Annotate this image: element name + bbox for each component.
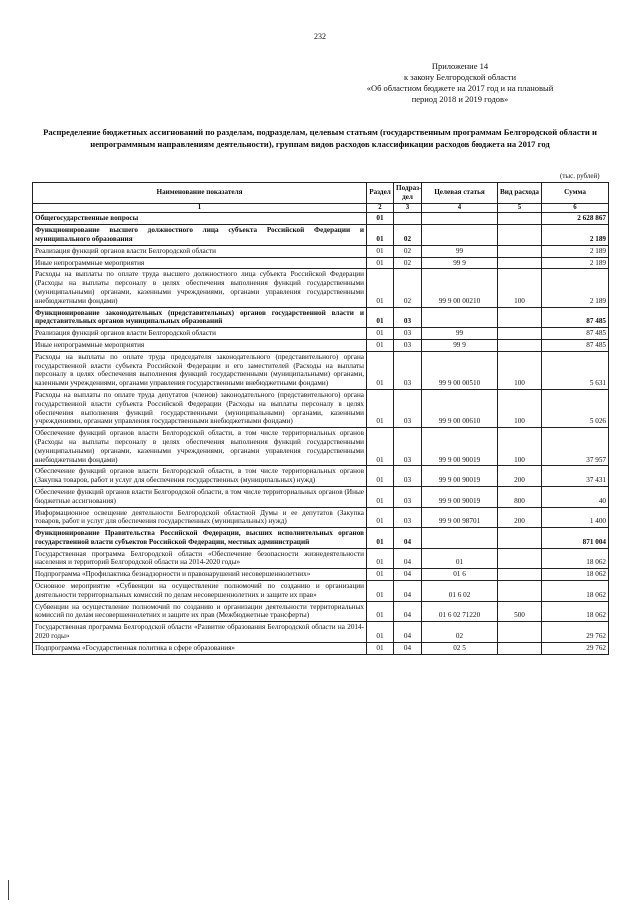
- row-name: Обеспечение функций органов власти Белгородской области, в том числе территориальных органов (Иные бюджетные ассигнования): [33, 486, 367, 507]
- row-name: Основное мероприятие «Субвенции на осуществление полномочий по созданию и организации деятельности территориальных комиссий по делам несовершеннолетних и защите их прав»: [33, 581, 367, 602]
- row-type: [498, 257, 542, 269]
- table-row: [33, 245, 609, 257]
- row-section: 01: [367, 569, 394, 581]
- row-name: Функционирование высшего должностного лица субъекта Российской Федерации и муниципального образования: [33, 225, 367, 246]
- row-sum: 87 485: [542, 339, 609, 351]
- table-row: [33, 642, 609, 654]
- header-subsection: Подраз-дел: [394, 183, 422, 204]
- row-subsection: [394, 213, 422, 225]
- row-subsection: 04: [394, 601, 422, 622]
- row-name: Функционирование законодательных (представительных) органов государственной власти и представительных органов муниципальных образований: [33, 307, 367, 328]
- page-number: 232: [314, 32, 326, 41]
- row-sum: 87 485: [542, 328, 609, 340]
- row-type: [498, 622, 542, 643]
- row-section: 01: [367, 257, 394, 269]
- row-target: 01 6 02 71220: [422, 601, 498, 622]
- row-type: [498, 642, 542, 654]
- row-subsection: 03: [394, 389, 422, 427]
- row-sum: 37 957: [542, 428, 609, 466]
- row-target: 02 5: [422, 642, 498, 654]
- row-sum: 2 189: [542, 257, 609, 269]
- appendix-line: период 2018 и 2019 годов»: [411, 94, 509, 104]
- column-number: 2: [367, 203, 394, 213]
- document-title: Распределение бюджетных ассигнований по разделам, подразделам, целевым статьям (государственным программам Белгородской области и непрограммным направлениям деятельности), группам видов расходов классификации расходов бюджета на 2017 год: [43, 127, 597, 149]
- row-name: Обеспечение функций органов власти Белгородской области, в том числе территориальных органов (Закупка товаров, работ и услуг для обеспечения государственных (муниципальных) нужд): [33, 466, 367, 487]
- row-type: [498, 339, 542, 351]
- row-target: 99 9 00 98701: [422, 507, 498, 528]
- row-subsection: 03: [394, 351, 422, 389]
- row-target: 99 9: [422, 339, 498, 351]
- row-sum: 18 062: [542, 581, 609, 602]
- table-row: [33, 548, 609, 569]
- row-name: Расходы на выплаты по оплате труда высшего должностного лица субъекта Российской Федерации (Расходы на выплаты персоналу в целях обеспечения выполнения функций государственными (муниципальными) органами, казенными учреждениями, органами управления государственными внебюджетными фондами): [33, 269, 367, 307]
- table-row: [33, 225, 609, 246]
- row-target: 02: [422, 622, 498, 643]
- row-sum: 1 400: [542, 507, 609, 528]
- row-subsection: 03: [394, 307, 422, 328]
- row-section: 01: [367, 466, 394, 487]
- row-name: Реализация функций органов власти Белгородской области: [33, 245, 367, 257]
- row-target: 99 9 00 90019: [422, 428, 498, 466]
- row-section: 01: [367, 428, 394, 466]
- column-number: 6: [542, 203, 609, 213]
- row-target: [422, 528, 498, 549]
- row-target: [422, 225, 498, 246]
- row-type: [498, 548, 542, 569]
- row-sum: 40: [542, 486, 609, 507]
- row-subsection: 03: [394, 507, 422, 528]
- row-name: Информационное освещение деятельности Белгородской областной Думы и ее депутатов (Закупка товаров, работ и услуг для обеспечения государственных (муниципальных) нужд): [33, 507, 367, 528]
- row-subsection: 02: [394, 257, 422, 269]
- units-label: (тыс. рублей): [560, 172, 600, 180]
- row-section: 01: [367, 245, 394, 257]
- row-type: 200: [498, 466, 542, 487]
- row-type: [498, 581, 542, 602]
- table-row: [33, 466, 609, 487]
- row-target: 99 9 00 00610: [422, 389, 498, 427]
- row-sum: 37 431: [542, 466, 609, 487]
- table-header-row: [33, 183, 609, 204]
- row-sum: 2 628 867: [542, 213, 609, 225]
- row-subsection: 04: [394, 569, 422, 581]
- table-row: [33, 528, 609, 549]
- row-section: 01: [367, 486, 394, 507]
- row-target: 99 9 00 90019: [422, 486, 498, 507]
- row-sum: 5 026: [542, 389, 609, 427]
- row-name: Государственная программа Белгородской области «Развитие образования Белгородской области на 2014-2020 годы»: [33, 622, 367, 643]
- column-number: 3: [394, 203, 422, 213]
- row-type: [498, 245, 542, 257]
- row-subsection: 03: [394, 328, 422, 340]
- row-section: 01: [367, 351, 394, 389]
- row-sum: 29 762: [542, 622, 609, 643]
- row-target: 01 6: [422, 569, 498, 581]
- scan-edge-mark: [8, 880, 9, 900]
- appendix-block: [340, 61, 580, 105]
- row-type: [498, 307, 542, 328]
- header-target: Целевая статья: [422, 183, 498, 204]
- table-row: [33, 213, 609, 225]
- table-row: [33, 581, 609, 602]
- column-number: 5: [498, 203, 542, 213]
- row-type: [498, 528, 542, 549]
- row-type: [498, 328, 542, 340]
- row-section: 01: [367, 601, 394, 622]
- appendix-line: Приложение 14: [431, 61, 489, 71]
- appendix-line: к закону Белгородской области: [403, 72, 517, 82]
- table-row: [33, 257, 609, 269]
- table-row: [33, 351, 609, 389]
- row-subsection: 04: [394, 528, 422, 549]
- table-row: [33, 622, 609, 643]
- row-name: Иные непрограммные мероприятия: [33, 339, 367, 351]
- row-type: 100: [498, 351, 542, 389]
- row-type: 100: [498, 428, 542, 466]
- column-number-row: [33, 203, 609, 213]
- row-type: [498, 569, 542, 581]
- row-section: 01: [367, 507, 394, 528]
- table-row: [33, 328, 609, 340]
- row-subsection: 02: [394, 269, 422, 307]
- row-section: 01: [367, 225, 394, 246]
- row-name: Расходы на выплаты по оплате труда председателя законодательного (представительного) органа государственной власти субъекта Российской Федерации и его заместителей (Расходы на выплаты персоналу в целях обеспечения выполнения функций государственными (муниципальными) органами, казенными учреждениями, органами управления государственными внебюджетными фондами): [33, 351, 367, 389]
- row-section: 01: [367, 548, 394, 569]
- table-row: [33, 428, 609, 466]
- row-target: [422, 307, 498, 328]
- row-section: 01: [367, 213, 394, 225]
- row-name: Функционирование Правительства Российской Федерации, высших исполнительных органов государственной власти субъектов Российской Федерации, местных администраций: [33, 528, 367, 549]
- table-row: [33, 601, 609, 622]
- table-row: [33, 339, 609, 351]
- row-type: 800: [498, 486, 542, 507]
- row-subsection: 03: [394, 428, 422, 466]
- row-section: 01: [367, 581, 394, 602]
- row-name: Государственная программа Белгородской области «Обеспечение безопасности жизнедеятельности населения и территорий Белгородской области на 2014-2020 годы»: [33, 548, 367, 569]
- row-subsection: 02: [394, 245, 422, 257]
- row-sum: 18 062: [542, 569, 609, 581]
- row-type: 100: [498, 389, 542, 427]
- row-target: [422, 213, 498, 225]
- row-target: 99 9: [422, 257, 498, 269]
- header-type: Вид расхода: [498, 183, 542, 204]
- row-name: Иные непрограммные мероприятия: [33, 257, 367, 269]
- row-type: 500: [498, 601, 542, 622]
- row-section: 01: [367, 328, 394, 340]
- header-section: Раздел: [367, 183, 394, 204]
- appendix-line: «Об областном бюджете на 2017 год и на плановый: [366, 83, 554, 93]
- row-section: 01: [367, 269, 394, 307]
- table-row: [33, 486, 609, 507]
- row-subsection: 02: [394, 225, 422, 246]
- header-name: Наименование показателя: [33, 183, 367, 204]
- table-row: [33, 269, 609, 307]
- row-sum: 87 485: [542, 307, 609, 328]
- row-subsection: 04: [394, 622, 422, 643]
- row-name: Подпрограмма «Профилактика безнадзорности и правонарушений несовершеннолетних»: [33, 569, 367, 581]
- table-body: [33, 213, 609, 654]
- header-sum: Сумма: [542, 183, 609, 204]
- row-type: [498, 213, 542, 225]
- row-target: 01 6 02: [422, 581, 498, 602]
- row-target: 99: [422, 245, 498, 257]
- row-sum: 2 189: [542, 245, 609, 257]
- row-section: 01: [367, 642, 394, 654]
- row-sum: 2 189: [542, 269, 609, 307]
- row-section: 01: [367, 339, 394, 351]
- table-row: [33, 307, 609, 328]
- row-name: Расходы на выплаты по оплате труда депутатов (членов) законодательного (представительного) органа государственной власти субъекта Российской Федерации (Расходы на выплаты персоналу в целях обеспечения выполнения функций государственными (муниципальными) органами, казенными учреждениями, органами управления государственными внебюджетными фондами): [33, 389, 367, 427]
- row-target: 01: [422, 548, 498, 569]
- row-sum: 29 762: [542, 642, 609, 654]
- row-subsection: 04: [394, 642, 422, 654]
- row-target: 99 9 00 90019: [422, 466, 498, 487]
- row-section: 01: [367, 528, 394, 549]
- row-type: 200: [498, 507, 542, 528]
- row-subsection: 03: [394, 466, 422, 487]
- row-name: Подпрограмма «Государственная политика в сфере образования»: [33, 642, 367, 654]
- row-section: 01: [367, 307, 394, 328]
- row-section: 01: [367, 622, 394, 643]
- column-number: 1: [33, 203, 367, 213]
- row-subsection: 04: [394, 581, 422, 602]
- row-section: 01: [367, 389, 394, 427]
- row-sum: 18 062: [542, 601, 609, 622]
- row-name: Обеспечение функций органов власти Белгородской области, в том числе территориальных органов (Расходы на выплаты персоналу в целях обеспечения выполнения функций государственными (муниципальными) органами, казенными учреждениями, органами управления государственными внебюджетными фондами): [33, 428, 367, 466]
- table-row: [33, 389, 609, 427]
- row-type: [498, 225, 542, 246]
- table-row: [33, 507, 609, 528]
- row-subsection: 03: [394, 339, 422, 351]
- row-sum: 5 631: [542, 351, 609, 389]
- row-name: Общегосударственные вопросы: [33, 213, 367, 225]
- row-target: 99 9 00 00210: [422, 269, 498, 307]
- row-target: 99 9 00 00510: [422, 351, 498, 389]
- row-sum: 2 189: [542, 225, 609, 246]
- budget-table: [32, 182, 609, 655]
- row-sum: 18 062: [542, 548, 609, 569]
- table-row: [33, 569, 609, 581]
- row-name: Реализация функций органов власти Белгородской области: [33, 328, 367, 340]
- column-number: 4: [422, 203, 498, 213]
- row-type: 100: [498, 269, 542, 307]
- row-name: Субвенции на осуществление полномочий по созданию и организации деятельности территориальных комиссий по делам несовершеннолетних и защите их прав (Межбюджетные трансферты): [33, 601, 367, 622]
- row-target: 99: [422, 328, 498, 340]
- row-sum: 871 004: [542, 528, 609, 549]
- row-subsection: 03: [394, 486, 422, 507]
- row-subsection: 04: [394, 548, 422, 569]
